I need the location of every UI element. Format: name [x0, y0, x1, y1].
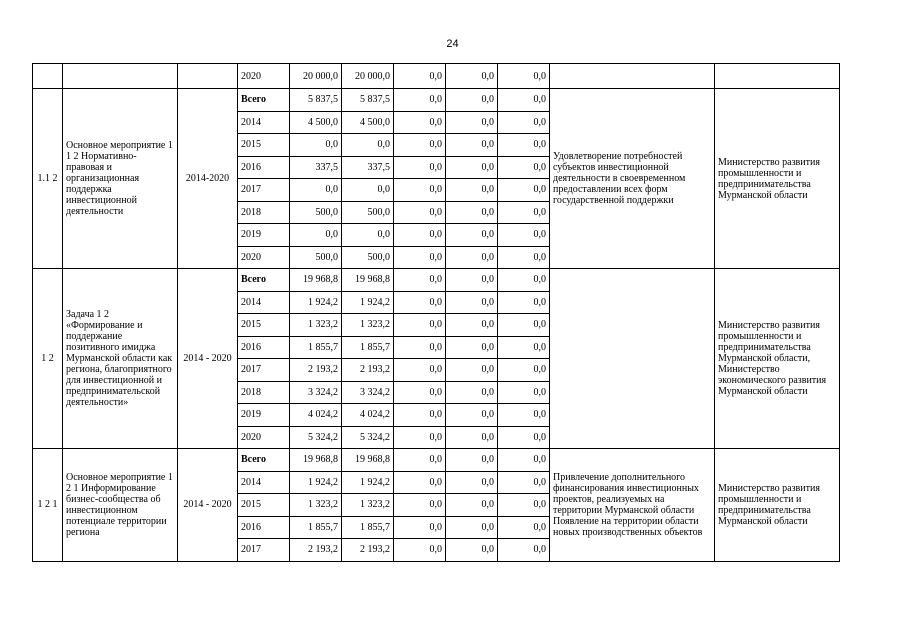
total-cell: 500,0	[290, 201, 342, 224]
value-cell: 0,0	[446, 426, 498, 449]
value-cell: 0,0	[394, 269, 446, 292]
year-cell: 2020	[238, 64, 290, 89]
value-cell: 0,0	[394, 426, 446, 449]
value-cell: 19 968,8	[342, 449, 394, 472]
value-cell: 0,0	[498, 134, 550, 157]
value-cell: 0,0	[446, 449, 498, 472]
value-cell: 0,0	[498, 269, 550, 292]
value-cell: 2 193,2	[342, 359, 394, 382]
value-cell: 0,0	[446, 359, 498, 382]
value-cell: 0,0	[498, 291, 550, 314]
year-cell: 2020	[238, 246, 290, 269]
value-cell: 337,5	[342, 156, 394, 179]
value-cell: 0,0	[394, 111, 446, 134]
name-cell: Задача 1 2 «Формирование и поддержание позитивного имиджа Мурманской области как региона, благоприятного для инвестиционной и предпринимательской деятельности»	[63, 269, 178, 449]
total-cell: 1 323,2	[290, 314, 342, 337]
code-cell: 1.1 2	[33, 89, 63, 269]
value-cell: 20 000,0	[342, 64, 394, 89]
period-cell: 2014 - 2020	[178, 449, 238, 562]
value-cell: 0,0	[394, 89, 446, 112]
value-cell: 0,0	[446, 111, 498, 134]
value-cell: 0,0	[342, 134, 394, 157]
year-cell: 2015	[238, 134, 290, 157]
value-cell: 0,0	[498, 201, 550, 224]
executor-cell: Министерство развития промышленности и предпринимательства Мурманской области, Министерство экономического развития Мурманской области	[715, 269, 840, 449]
value-cell: 0,0	[394, 494, 446, 517]
value-cell: 1 924,2	[342, 291, 394, 314]
value-cell: 0,0	[394, 156, 446, 179]
value-cell: 0,0	[446, 291, 498, 314]
value-cell: 0,0	[498, 314, 550, 337]
value-cell: 0,0	[498, 449, 550, 472]
value-cell: 5 324,2	[342, 426, 394, 449]
value-cell: 0,0	[498, 471, 550, 494]
period-cell: 2014-2020	[178, 89, 238, 269]
code-cell	[33, 64, 63, 89]
total-cell: 0,0	[290, 224, 342, 247]
total-cell: 20 000,0	[290, 64, 342, 89]
value-cell: 0,0	[498, 89, 550, 112]
table-row	[33, 64, 840, 89]
value-cell: 1 924,2	[342, 471, 394, 494]
value-cell: 0,0	[394, 516, 446, 539]
name-cell: Основное мероприятие 1 1 2 Нормативно-правовая и организационная поддержка инвестиционной деятельности	[63, 89, 178, 269]
result-cell: Привлечение дополнительного финансирования инвестиционных проектов, реализуемых на территории Мурманской области Появление на территории области новых производственных объектов	[550, 449, 715, 562]
total-cell: 500,0	[290, 246, 342, 269]
result-cell	[550, 64, 715, 89]
value-cell: 0,0	[498, 111, 550, 134]
value-cell: 0,0	[446, 404, 498, 427]
value-cell: 0,0	[446, 64, 498, 89]
value-cell: 0,0	[446, 471, 498, 494]
value-cell: 0,0	[446, 494, 498, 517]
year-cell: Всего	[238, 269, 290, 292]
value-cell: 1 323,2	[342, 494, 394, 517]
year-cell: Всего	[238, 89, 290, 112]
value-cell: 0,0	[446, 336, 498, 359]
year-cell: 2017	[238, 359, 290, 382]
year-cell: 2018	[238, 201, 290, 224]
total-cell: 3 324,2	[290, 381, 342, 404]
value-cell: 2 193,2	[342, 539, 394, 562]
value-cell: 0,0	[394, 291, 446, 314]
year-cell: 2014	[238, 111, 290, 134]
code-cell: 1 2	[33, 269, 63, 449]
value-cell: 0,0	[394, 314, 446, 337]
table-row	[33, 269, 840, 292]
executor-cell	[715, 64, 840, 89]
year-cell: 2015	[238, 314, 290, 337]
value-cell: 500,0	[342, 246, 394, 269]
program-table	[32, 63, 840, 562]
value-cell: 4 500,0	[342, 111, 394, 134]
value-cell: 0,0	[394, 449, 446, 472]
value-cell: 0,0	[498, 539, 550, 562]
value-cell: 500,0	[342, 201, 394, 224]
value-cell: 0,0	[394, 381, 446, 404]
year-cell: 2017	[238, 539, 290, 562]
value-cell: 0,0	[394, 471, 446, 494]
value-cell: 0,0	[498, 224, 550, 247]
value-cell: 0,0	[394, 224, 446, 247]
value-cell: 0,0	[394, 246, 446, 269]
value-cell: 5 837,5	[342, 89, 394, 112]
result-cell: Удовлетворение потребностей субъектов инвестиционной деятельности в своевременном предоставлении всех форм государственной поддержки	[550, 89, 715, 269]
value-cell: 0,0	[498, 404, 550, 427]
value-cell: 4 024,2	[342, 404, 394, 427]
value-cell: 0,0	[446, 314, 498, 337]
value-cell: 0,0	[446, 134, 498, 157]
value-cell: 0,0	[446, 516, 498, 539]
period-cell: 2014 - 2020	[178, 269, 238, 449]
value-cell: 0,0	[446, 539, 498, 562]
value-cell: 0,0	[394, 201, 446, 224]
value-cell: 0,0	[446, 224, 498, 247]
result-cell	[550, 269, 715, 449]
year-cell: 2015	[238, 494, 290, 517]
value-cell: 0,0	[498, 64, 550, 89]
total-cell: 337,5	[290, 156, 342, 179]
value-cell: 0,0	[498, 494, 550, 517]
value-cell: 0,0	[394, 539, 446, 562]
total-cell: 1 924,2	[290, 471, 342, 494]
year-cell: 2016	[238, 336, 290, 359]
total-cell: 4 500,0	[290, 111, 342, 134]
executor-cell: Министерство развития промышленности и предпринимательства Мурманской области	[715, 89, 840, 269]
total-cell: 1 855,7	[290, 336, 342, 359]
value-cell: 0,0	[394, 179, 446, 202]
year-cell: 2019	[238, 404, 290, 427]
value-cell: 0,0	[498, 381, 550, 404]
total-cell: 2 193,2	[290, 539, 342, 562]
code-cell: 1 2 1	[33, 449, 63, 562]
total-cell: 5 837,5	[290, 89, 342, 112]
value-cell: 0,0	[446, 246, 498, 269]
year-cell: 2014	[238, 471, 290, 494]
value-cell: 0,0	[394, 359, 446, 382]
value-cell: 0,0	[498, 516, 550, 539]
value-cell: 0,0	[342, 224, 394, 247]
total-cell: 0,0	[290, 134, 342, 157]
value-cell: 0,0	[446, 156, 498, 179]
value-cell: 0,0	[498, 336, 550, 359]
executor-cell: Министерство развития промышленности и предпринимательства Мурманской области	[715, 449, 840, 562]
table-row	[33, 89, 840, 112]
table-row	[33, 449, 840, 472]
value-cell: 0,0	[446, 201, 498, 224]
value-cell: 3 324,2	[342, 381, 394, 404]
total-cell: 4 024,2	[290, 404, 342, 427]
year-cell: 2017	[238, 179, 290, 202]
value-cell: 0,0	[498, 426, 550, 449]
value-cell: 0,0	[498, 246, 550, 269]
value-cell: 0,0	[498, 156, 550, 179]
value-cell: 1 855,7	[342, 336, 394, 359]
period-cell	[178, 64, 238, 89]
value-cell: 1 323,2	[342, 314, 394, 337]
value-cell: 0,0	[446, 381, 498, 404]
year-cell: 2019	[238, 224, 290, 247]
page-number: 24	[446, 38, 459, 50]
total-cell: 19 968,8	[290, 269, 342, 292]
year-cell: 2016	[238, 516, 290, 539]
value-cell: 0,0	[394, 134, 446, 157]
name-cell: Основное мероприятие 1 2 1 Информирование бизнес-сообщества об инвестиционном потенциале территории региона	[63, 449, 178, 562]
total-cell: 2 193,2	[290, 359, 342, 382]
year-cell: 2014	[238, 291, 290, 314]
value-cell: 0,0	[394, 64, 446, 89]
value-cell: 0,0	[394, 404, 446, 427]
value-cell: 0,0	[394, 336, 446, 359]
value-cell: 0,0	[498, 359, 550, 382]
year-cell: Всего	[238, 449, 290, 472]
value-cell: 0,0	[446, 179, 498, 202]
value-cell: 19 968,8	[342, 269, 394, 292]
total-cell: 19 968,8	[290, 449, 342, 472]
year-cell: 2018	[238, 381, 290, 404]
value-cell: 0,0	[342, 179, 394, 202]
year-cell: 2020	[238, 426, 290, 449]
year-cell: 2016	[238, 156, 290, 179]
total-cell: 1 924,2	[290, 291, 342, 314]
total-cell: 1 855,7	[290, 516, 342, 539]
name-cell	[63, 64, 178, 89]
total-cell: 5 324,2	[290, 426, 342, 449]
value-cell: 0,0	[446, 269, 498, 292]
total-cell: 1 323,2	[290, 494, 342, 517]
value-cell: 1 855,7	[342, 516, 394, 539]
value-cell: 0,0	[498, 179, 550, 202]
value-cell: 0,0	[446, 89, 498, 112]
total-cell: 0,0	[290, 179, 342, 202]
